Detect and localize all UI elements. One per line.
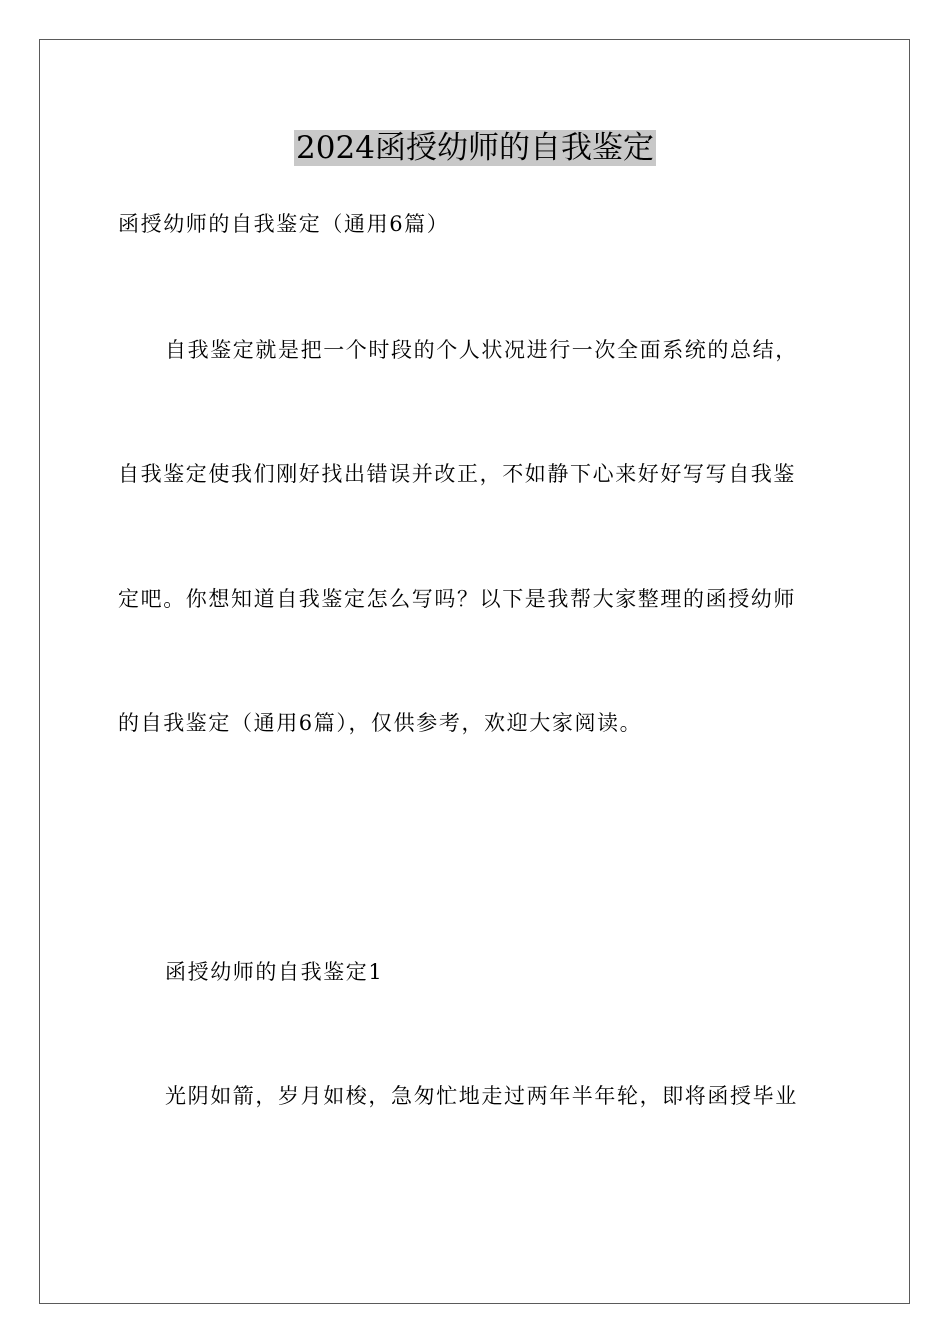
intro-paragraph-line: 自我鉴定使我们刚好找出错误并改正，不如静下心来好好写写自我鉴	[118, 462, 796, 486]
document-title	[0, 128, 950, 168]
intro-paragraph-line: 自我鉴定就是把一个时段的个人状况进行一次全面系统的总结，	[165, 338, 798, 362]
body-paragraph-line: 光阴如箭，岁月如梭，急匆忙地走过两年半年轮，即将函授毕业	[165, 1084, 798, 1108]
intro-paragraph-line: 的自我鉴定（通用6篇），仅供参考，欢迎大家阅读。	[118, 711, 643, 735]
intro-paragraph-line: 定吧。你想知道自我鉴定怎么写吗？以下是我帮大家整理的函授幼师	[118, 587, 796, 611]
document-subtitle: 函授幼师的自我鉴定（通用6篇）	[118, 212, 450, 236]
section-heading: 函授幼师的自我鉴定1	[165, 960, 384, 984]
document-title-text: 2024函授幼师的自我鉴定	[296, 130, 654, 166]
